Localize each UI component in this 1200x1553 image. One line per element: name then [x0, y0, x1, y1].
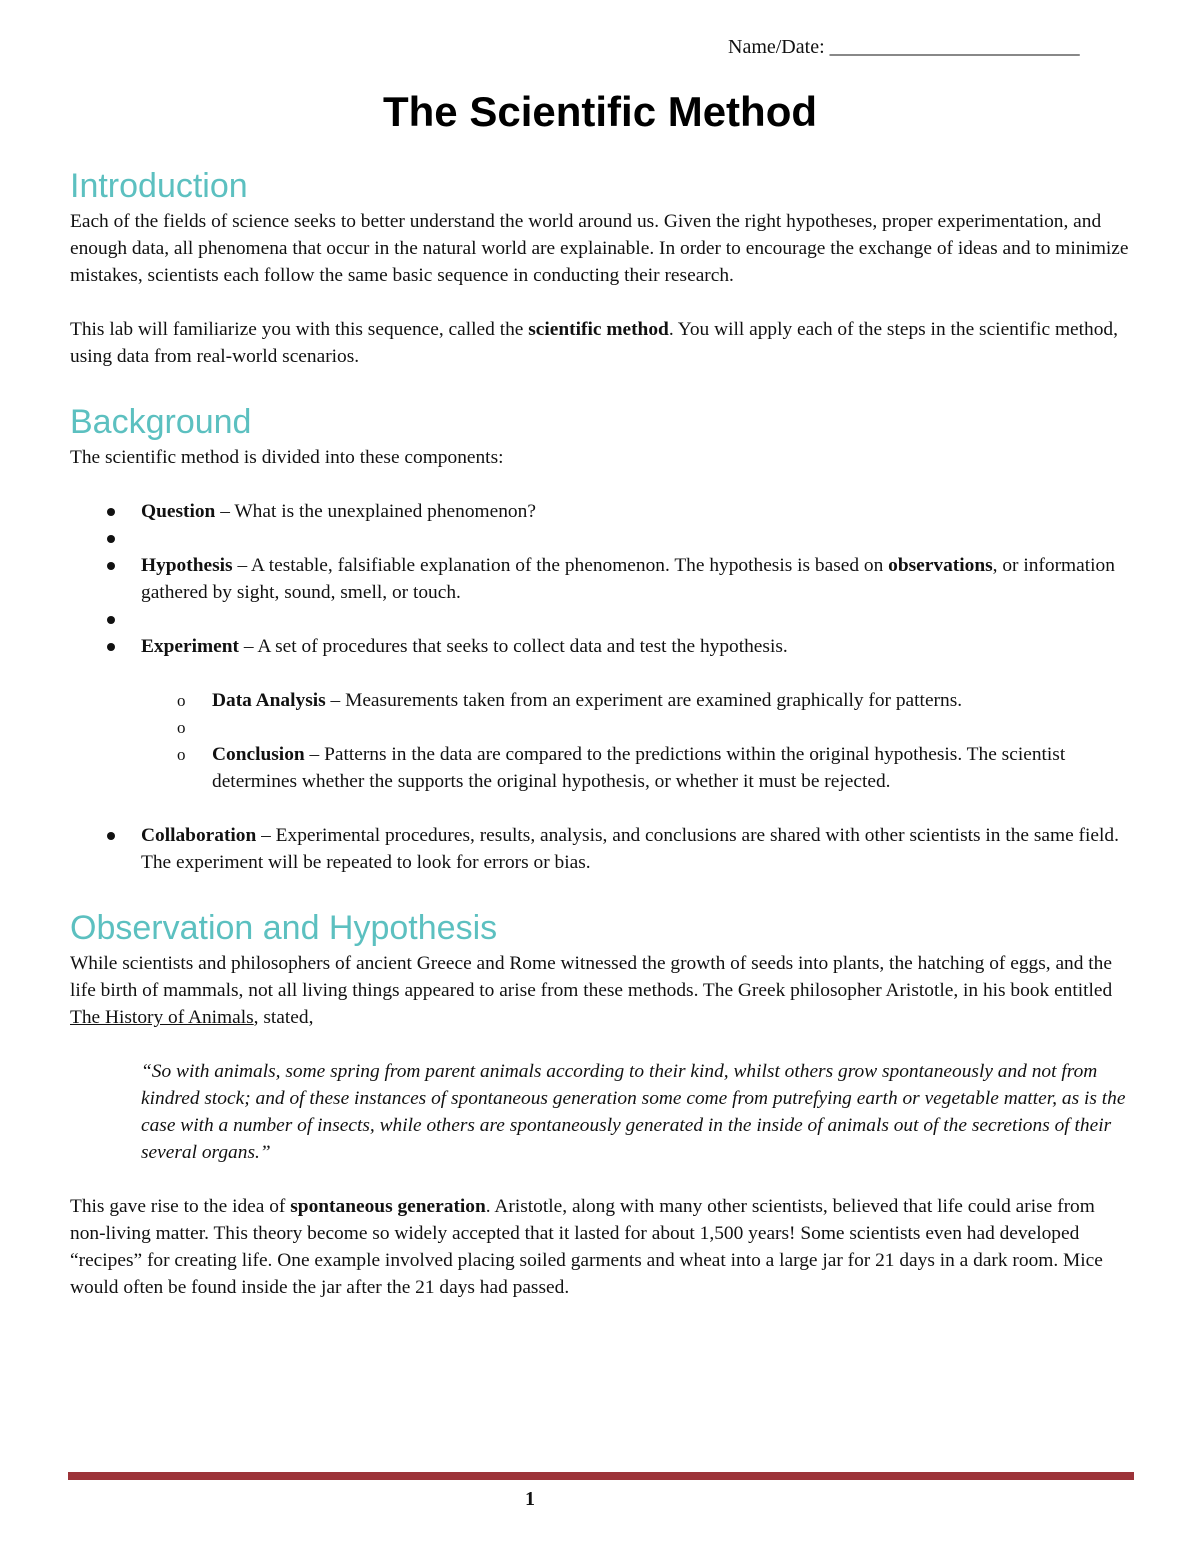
observation-paragraph-1: While scientists and philosophers of ancient Greece and Rome witnessed the growth of seeds into plants, the hatching of eggs, and the life birth of mammals, not all living things appeared to arise from these methods. The Greek philosopher Aristotle, in his book entitled The History of Animals, stated,: [70, 953, 1113, 1028]
name-date-field: Name/Date: _________________________: [728, 36, 1080, 58]
book-title: The History of Animals: [70, 1007, 254, 1028]
components-list-continued: [70, 822, 1130, 876]
page-title: The Scientific Method: [382, 88, 818, 135]
list-item-experiment: Experiment – A set of procedures that seeks to collect data and test the hypothesis.: [70, 633, 1130, 660]
list-item-question: Question – What is the unexplained phenomenon?: [70, 498, 1130, 525]
footer-rule: [68, 1472, 1134, 1480]
list-item-collaboration: Collaboration – Experimental procedures, results, analysis, and conclusions are shared with other scientists in the same field. The experiment will be repeated to look for errors or bias.: [70, 822, 1130, 876]
observation-paragraph-2: This gave rise to the idea of spontaneous generation. Aristotle, along with many other scientists, believed that life could arise from non-living matter. This theory become so widely accepted that it lasted for about 1,500 years! Some scientists even had developed “recipes” for creating life. One example involved placing soiled garments and wheat into a large jar for 21 days in a dark room. Mice would often be found inside the jar after the 21 days had passed.: [70, 1196, 1103, 1298]
experiment-sub-list: [70, 687, 1130, 795]
introduction-paragraph-1: Each of the fields of science seeks to better understand the world around us. Given the right hypotheses, proper experimentation, and enough data, all phenomena that occur in the natural world are explainable. In order to encourage the exchange of ideas and to minimize mistakes, scientists each follow the same basic sequence in conducting their research.: [70, 211, 1129, 286]
introduction-heading: Introduction: [70, 167, 248, 205]
sub-item-conclusion: o Conclusion – Patterns in the data are compared to the predictions within the original hypothesis. The scientist determines whether the supports the original hypothesis, or whether it must be rejected.: [70, 741, 1130, 795]
introduction-paragraph-2: This lab will familiarize you with this sequence, called the scientific method. You will apply each of the steps in the scientific method, using data from real-world scenarios.: [70, 319, 1118, 367]
scientific-method-term: scientific method: [528, 319, 669, 340]
page-number: 1: [525, 1488, 535, 1510]
list-item-hypothesis: Hypothesis – A testable, falsifiable explanation of the phenomenon. The hypothesis is based on observations, or information gathered by sight, sound, smell, or touch.: [70, 552, 1130, 606]
aristotle-quote: “So with animals, some spring from parent animals according to their kind, whilst others grow spontaneously and not from kindred stock; and of these instances of spontaneous generation some come from putrefying earth or vegetable matter, as is the case with a number of insects, while others are spontaneously generated in the inside of animals out of the secretions of their several organs.”: [141, 1061, 1126, 1163]
components-list: [70, 498, 1130, 660]
document-body: [70, 164, 1130, 1301]
spontaneous-generation-term: spontaneous generation: [290, 1196, 486, 1217]
background-intro: The scientific method is divided into these components:: [70, 447, 504, 468]
observation-heading: Observation and Hypothesis: [70, 909, 498, 947]
background-heading: Background: [70, 403, 252, 441]
sub-item-data-analysis: o Data Analysis – Measurements taken from an experiment are examined graphically for patterns.: [70, 687, 1130, 714]
